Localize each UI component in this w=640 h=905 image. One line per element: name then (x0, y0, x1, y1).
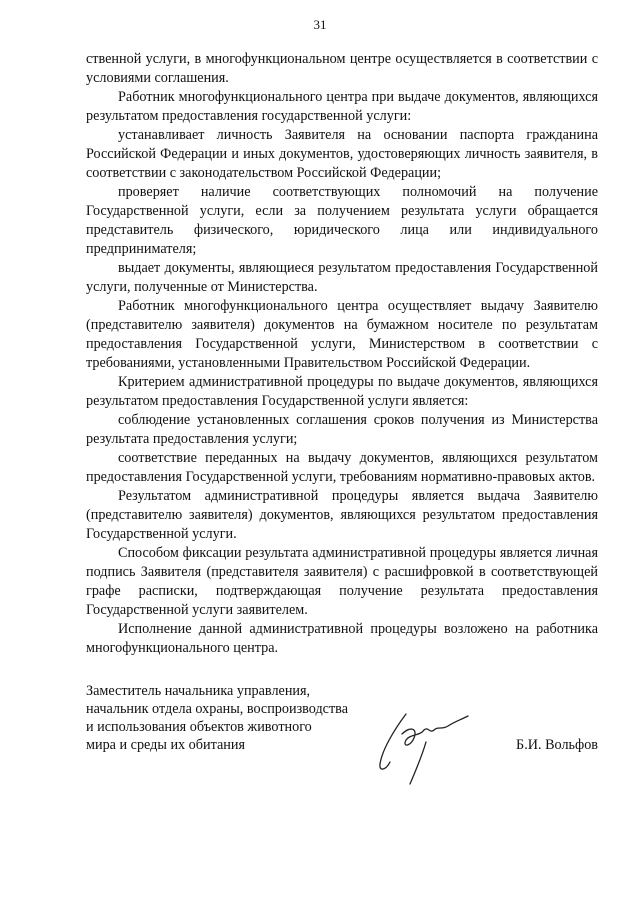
page-number: 31 (313, 17, 327, 32)
paragraph: соответствие переданных на выдачу документов, являющихся результатом предоставления Государственной услуги, требованиям нормативно-правовых актов. (86, 450, 598, 485)
signature-strokes (380, 714, 468, 784)
document-body (86, 50, 598, 658)
handwritten-signature (376, 700, 476, 790)
paragraph: соблюдение установленных соглашения сроков получения из Министерства результата предоставления услуги; (86, 412, 598, 447)
paragraph: устанавливает личность Заявителя на основании паспорта гражданина Российской Федерации и иных документов, удостоверяющих личность заявителя, в соответствии с законодательством Российской Федерации; (86, 127, 598, 181)
signature-block (86, 682, 598, 792)
signature-stroke (380, 714, 406, 769)
signer-name: Б.И. Вольфов (516, 737, 598, 753)
signer-position-line: и использования объектов животного (86, 719, 312, 735)
signer-position-line: Заместитель начальника управления, (86, 683, 311, 699)
paragraph: Способом фиксации результата административной процедуры является личная подпись Заявителя (представителя заявителя) с расшифровкой в соответствующей графе расписки, подтверждающая получение результата предоставления Государственной услуги заявителем. (86, 545, 598, 618)
signature-stroke (402, 716, 468, 745)
signer-position-line: начальник отдела охраны, воспроизводства (86, 701, 348, 717)
paragraph: выдает документы, являющиеся результатом предоставления Государственной услуги, полученные от Министерства. (86, 260, 598, 295)
signature-stroke (410, 742, 426, 784)
signer-position (86, 682, 376, 754)
signer-position-line: мира и среды их обитания (86, 737, 245, 753)
paragraph: Работник многофункционального центра при выдаче документов, являющихся результатом предоставления государственной услуги: (86, 89, 598, 124)
paragraph: проверяет наличие соответствующих полномочий на получение Государственной услуги, если за получением результата услуги обращается представитель физического, юридического лица или индивидуального предпринимателя; (86, 184, 598, 257)
paragraph: Работник многофункционального центра осуществляет выдачу Заявителю (представителю заявителя) документов на бумажном носителе по результатам предоставления Государственной услуги, Министерством в соответствии с требованиями, установленными Правительством Российской Федерации. (86, 298, 598, 371)
paragraph: Критерием административной процедуры по выдаче документов, являющихся результатом предоставления Государственной услуги является: (86, 374, 598, 409)
paragraph: ственной услуги, в многофункциональном центре осуществляется в соответствии с условиями соглашения. (86, 51, 598, 86)
paragraph: Исполнение данной административной процедуры возложено на работника многофункционального центра. (86, 621, 598, 656)
paragraph: Результатом административной процедуры является выдача Заявителю (представителю заявителя) документов, являющихся результатом предоставления Государственной услуги. (86, 488, 598, 542)
